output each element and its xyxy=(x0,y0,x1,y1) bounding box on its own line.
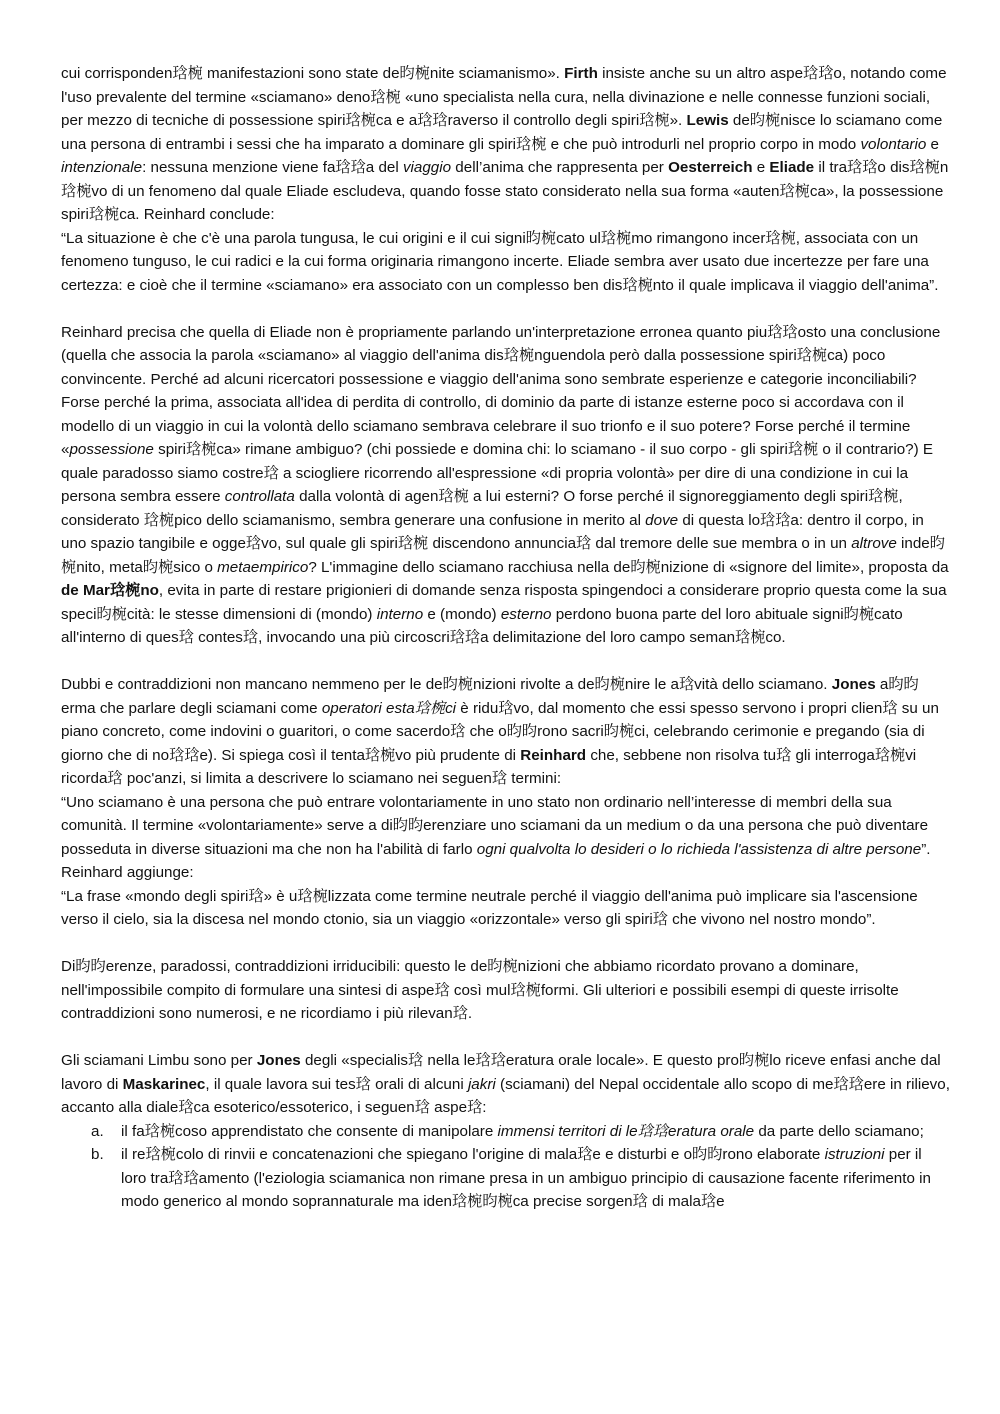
text-run: (sciamani) del Nepal occidentale allo scopo di me琀琀ere in rilievo, accanto alla diale琀ca esoterico/essoterico, i seguen琀 aspe琀: xyxy=(61,1075,950,1116)
list-marker: a. xyxy=(91,1122,104,1140)
text-run: : nessuna menzione viene fa琀琀a del xyxy=(142,159,403,176)
text-run: degli «specialis琀 nella le琀琀eratura orale locale». E questo pro昀椀lo riceve enfasi anche dal lavoro di xyxy=(61,1052,941,1093)
text-run: il fa琀椀coso apprendistato che consente di manipolare xyxy=(121,1122,498,1140)
bold-text: Lewis xyxy=(686,112,729,129)
italic-text: metaempirico xyxy=(217,558,309,576)
text-run: Reinhard precisa che quella di Eliade non è propriamente parlando un'interpretazione erronea quanto piu琀琀osto una conclusione (quella che associa la parola «sciamano» al viaggio dell'anima dis琀椀nguendola però dalla possessione spiri琀椀ca) poco convincente. Perché ad alcuni ricercatori possessione e viaggio dell'anima sono sembrate esperienze e categorie inconciliabili? Forse perché la prima, associata all'idea di perdita di controllo, di dominio da parte di istanze esterne poco si accordava con il modello di un viaggio in cui la volontà dello sciamano sembrava celebrare il suo trionfo e il suo potere? Forse perché il termine « xyxy=(61,323,941,458)
bold-text: Jones xyxy=(831,676,876,693)
text-run: per il loro tra琀琀amento (l'eziologia sciamanica non rimane presa in un ambiguo principio di causazione facente riferimento in modo generico al mondo soprannaturale ma iden琀椀昀椀ca precise sorgen琀 di mala琀e xyxy=(121,1146,931,1210)
text-run: “Uno sciamano è una persona che può entrare volontariamente in uno stato non ordinario nell’interesse di membri della sua comunità. Il termine «volontariamente» serve a di昀昀erenziare uno sciamani da un medium o da una persona che può diventare posseduta in diverse situazioni ma che non ha l'abilità di farlo xyxy=(61,793,929,858)
bold-text: Reinhard xyxy=(520,746,587,764)
bold-text: Firth xyxy=(564,65,598,82)
text-run: perdono buona parte del loro abituale signi昀椀cato all'interno di ques琀 contes琀, invocando una più circoscri琀琀a delimitazione del loro campo seman琀椀co. xyxy=(61,605,903,646)
text-run: , evita in parte di restare prigionieri di domande senza risposta spingendoci a considerare proprio questa come la sua speci昀椀cità: le stesse dimensioni di (mondo) xyxy=(61,582,947,623)
text-run: ? L'immagine dello sciamano racchiusa nella de昀椀nizione di «signore del limite», proposta da xyxy=(308,558,949,576)
text-run: dell’anima che rappresenta per xyxy=(451,159,669,176)
text-run: inde昀椀nito, meta昀椀sico o xyxy=(61,535,945,576)
paragraph-p3 xyxy=(61,321,951,650)
document-body xyxy=(61,62,951,1120)
list-item xyxy=(91,1120,951,1144)
text-run: dalla volontà di agen琀椀 a lui esterni? O forse perché il signoreggiamento degli spiri琀椀, considerato 琀椀pico dello sciamanismo, sembra generare una confusione in merito al xyxy=(61,488,903,529)
text-run: è ridu琀vo, dal momento che essi spesso servono i propri clien琀 su un piano concreto, come indovini o guaritori, o come sacerdo琀 che o昀昀rono sacri昀椀ci, celebrando cerimonie e pregando (sia di giorno che di no琀琀e). Si spiega così il tenta琀椀vo più prudente di xyxy=(61,699,939,764)
text-run: “La frase «mondo degli spiri琀» è u琀椀lizzata come termine neutrale perché il viaggio dell'anima può implicare sia l'ascensione verso il cielo, sia la discesa nel mondo ctonio, sia un viaggio «orizzontale» verso gli spiri琀 che vivono nel nostro mondo”. xyxy=(61,887,918,928)
bold-text: Jones xyxy=(256,1052,301,1069)
bold-text: Oesterreich xyxy=(668,159,753,176)
text-run: “La situazione è che c'è una parola tungusa, le cui origini e il cui signi昀椀cato ul琀椀mo rimangono incer琀椀, associata con un fenomeno tunguso, le cui radici e la cui forma originaria rimangono incerte. Eliade sembra aver usato due incertezze per fare una certezza: e cioè che il termine «sciamano» era associato con un complesso ben dis琀椀nto il quale implicava il viaggio dell'anima”. xyxy=(61,229,939,294)
text-run: , il quale lavora sui tes琀 orali di alcuni xyxy=(205,1075,468,1093)
text-run: da parte dello sciamano; xyxy=(754,1122,924,1140)
paragraph-p7 xyxy=(61,885,951,932)
text-run: a昀昀erma che parlare degli sciamani come xyxy=(61,676,919,717)
italic-text: immensi territori di le琀琀eratura orale xyxy=(497,1122,755,1140)
text-run: e xyxy=(926,135,939,153)
italic-text: esterno xyxy=(500,605,552,623)
paragraph-p2 xyxy=(61,227,951,298)
paragraph-spacer xyxy=(61,297,951,321)
bold-text: Eliade xyxy=(769,159,815,176)
document-page xyxy=(61,62,951,1214)
paragraph-p9 xyxy=(61,1049,951,1120)
text-run: e (mondo) xyxy=(423,605,501,623)
text-run: insiste anche su un altro aspe琀琀o, notando come l'uso prevalente del termine «sciamano» deno琀椀 «uno specialista nella cura, nella divinazione e nelle connesse funzioni sociali, per mezzo di tecniche di possessione spiri琀椀ca e a琀琀raverso il controllo degli spiri琀椀». xyxy=(61,65,947,129)
paragraph-p1 xyxy=(61,62,951,227)
text-run: Dubbi e contraddizioni non mancano nemmeno per le de昀椀nizioni rivolte a de昀椀nire le a琀vità dello sciamano. xyxy=(61,676,832,693)
text-run: cui corrisponden琀椀 manifestazioni sono state de昀椀nite sciamanismo». xyxy=(61,65,565,82)
italic-text: intenzionale xyxy=(61,159,143,176)
text-run: di questa lo琀琀a: dentro il corpo, in uno spazio tangibile e ogge琀vo, sul quale gli spiri琀椀 discendono annuncia琀 dal tremore delle sue membra o in un xyxy=(61,511,924,552)
list-marker: b. xyxy=(91,1146,104,1163)
text-run: Gli sciamani Limbu sono per xyxy=(61,1052,257,1069)
bold-text: Maskarinec xyxy=(122,1075,206,1093)
italic-text: dove xyxy=(645,511,679,529)
list-item xyxy=(91,1143,951,1214)
italic-text: operatori esta琀椀ci xyxy=(321,699,457,717)
italic-text: ogni qualvolta lo desideri o lo richieda l'assistenza di altre persone xyxy=(476,840,922,858)
italic-text: interno xyxy=(376,605,424,623)
paragraph-spacer xyxy=(61,1026,951,1050)
italic-text: jakri xyxy=(467,1075,496,1093)
numbered-list xyxy=(61,1120,951,1214)
paragraph-spacer xyxy=(61,650,951,674)
text-run: e xyxy=(752,159,770,176)
paragraph-p4 xyxy=(61,673,951,791)
text-run: Di昀昀erenze, paradossi, contraddizioni irriducibili: questo le de昀椀nizioni che abbiamo ricordato provano a dominare, nell'impossibile compito di formulare una sintesi di aspe琀 così mul琀椀formi. Gli ulteriori e possibili esempi di queste irrisolte contraddizioni sono numerosi, e ne ricordiamo i più rilevan琀. xyxy=(61,958,899,1022)
paragraph-p8 xyxy=(61,955,951,1026)
italic-text: controllata xyxy=(224,488,295,505)
text-run: che, sebbene non risolva tu琀 gli interroga琀椀vi ricorda琀 poc'anzi, si limita a descrivere lo sciamano nei seguen琀 termini: xyxy=(61,746,917,787)
italic-text: possessione xyxy=(69,441,154,458)
text-run: il tra琀琀o dis琀椀n琀椀vo di un fenomeno dal quale Eliade escludeva, quando fosse stato considerato nella sua forma «auten琀椀ca», la possessione spiri琀椀ca. Reinhard conclude: xyxy=(61,159,949,223)
paragraph-p5 xyxy=(61,791,951,862)
bold-text: de Mar琀椀no xyxy=(61,582,159,599)
text-run: spiri琀椀ca» rimane ambiguo? (chi possiede e domina chi: lo sciamano - il suo corpo - gli spiri琀椀 o il contrario?) E quale paradosso siamo costre琀 a sciogliere ricorrendo all'espressione «di propria volontà» per dire di una condizione in cui la persona sembra essere xyxy=(61,441,933,505)
text-run: Reinhard aggiunge: xyxy=(61,864,194,881)
italic-text: volontario xyxy=(860,135,927,153)
text-run: de昀椀nisce lo sciamano come una persona di entrambi i sessi che ha imparato a dominare gli spiri琀椀 e che può introdurli nel proprio corpo in modo xyxy=(61,112,943,153)
italic-text: viaggio xyxy=(402,159,452,176)
paragraph-spacer xyxy=(61,932,951,956)
italic-text: istruzioni xyxy=(824,1146,885,1163)
italic-text: altrove xyxy=(851,535,897,552)
paragraph-p6 xyxy=(61,861,951,885)
text-run: ”. xyxy=(921,840,931,858)
text-run: il re琀椀colo di rinvii e concatenazioni che spiegano l'origine di mala琀e e disturbi e o昀昀rono elaborate xyxy=(121,1146,825,1163)
